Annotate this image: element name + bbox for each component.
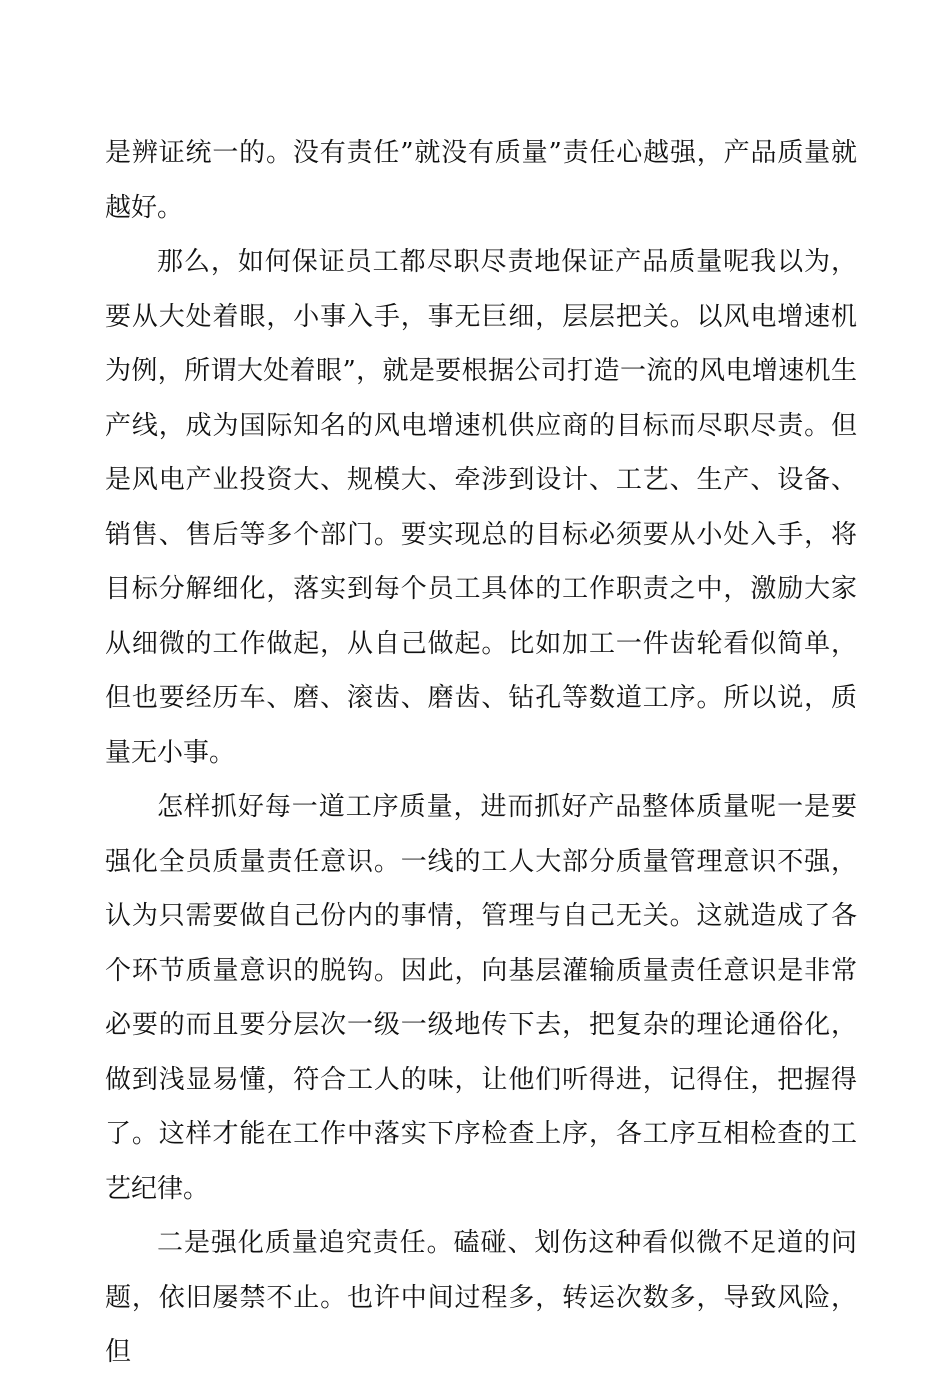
paragraph-quality-approach: 那么，如何保证员工都尽职尽责地保证产品质量呢我以为，要从大处着眼，小事入手，事无巨细，层层把关。以风电增速机为例，所谓大处着眼”，就是要根据公司打造一流的风电增速机生产线，成为国际知名的风电增速机供应商的目标而尽职尽责。但是风电产业投资大、规模大、牵涉到设计、工艺、生产、设备、销售、售后等多个部门。要实现总的目标必须要从小处入手，将目标分解细化，落实到每个员工具体的工作职责之中，激励大家从细微的工作做起，从自己做起。比如加工一件齿轮看似简单，但也要经历车、磨、滚齿、磨齿、钻孔等数道工序。所以说，质量无小事。 (105, 247, 857, 768)
document-body (105, 126, 857, 1380)
paragraph-accountability: 二是强化质量追究责任。磕碰、划伤这种看似微不足道的问题，依旧屡禁不止。也许中间过程多，转运次数多，导致风险，但 (105, 1228, 857, 1367)
paragraph-continuation: 是辨证统一的。没有责任”就没有质量”责任心越强，产品质量就越好。 (105, 138, 857, 223)
paragraph-process-quality: 怎样抓好每一道工序质量，进而抓好产品整体质量呢一是要强化全员质量责任意识。一线的工人大部分质量管理意识不强，认为只需要做自己份内的事情，管理与自己无关。这就造成了各个环节质量意识的脱钩。因此，向基层灌输质量责任意识是非常必要的而且要分层次一级一级地传下去，把复杂的理论通俗化，做到浅显易懂，符合工人的味，让他们听得进，记得住，把握得了。这样才能在工作中落实下序检查上序，各工序互相检查的工艺纪律。 (105, 792, 857, 1204)
